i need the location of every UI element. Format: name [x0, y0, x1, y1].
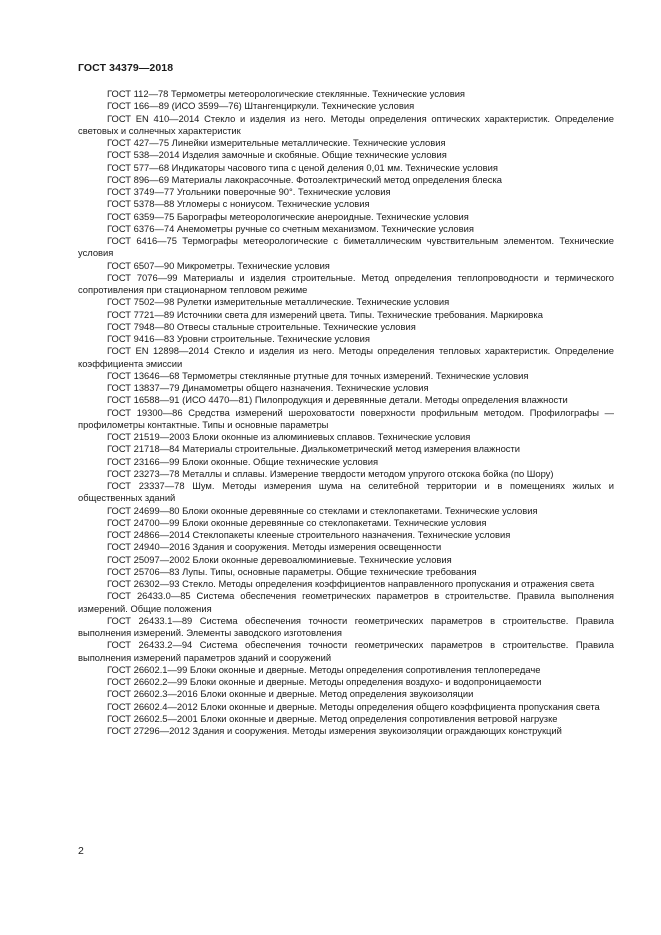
- normative-references-list: [78, 88, 614, 737]
- reference-entry: ГОСТ 166—89 (ИСО 3599—76) Штангенциркули. Технические условия: [107, 100, 415, 112]
- reference-entry: ГОСТ 7721—89 Источники света для измерений цвета. Типы. Технические требования. Маркировка: [107, 308, 543, 320]
- reference-entry: ГОСТ 577—68 Индикаторы часового типа с ценой деления 0,01 мм. Технические условия: [107, 161, 498, 173]
- reference-entry: ГОСТ 21519—2003 Блоки оконные из алюминиевых сплавов. Технические условия: [107, 431, 471, 442]
- reference-entry: ГОСТ 26602.4—2012 Блоки оконные и дверные. Методы определения общего коэффициента пропускания света: [107, 700, 600, 712]
- reference-entry: ГОСТ 16588—91 (ИСО 4470—81) Пилопродукция и деревянные детали. Методы определения влажности: [107, 394, 568, 406]
- reference-entry: ГОСТ 24866—2014 Стеклопакеты клееные строительного назначения. Технические условия: [107, 529, 511, 540]
- reference-entry: ГОСТ EN 410—2014 Стекло и изделия из него. Методы определения оптических характеристик. Определение световых и солнечных характеристик: [78, 112, 614, 136]
- reference-entry: ГОСТ 26602.5—2001 Блоки оконные и дверные. Метод определения сопротивления ветровой нагрузке: [107, 712, 558, 724]
- reference-entry: ГОСТ 896—69 Материалы лакокрасочные. Фотоэлектрический метод определения блеска: [107, 173, 502, 185]
- reference-entry: ГОСТ 24699—80 Блоки оконные деревянные со стеклами и стеклопакетами. Технические условия: [107, 504, 538, 516]
- reference-entry: ГОСТ 24700—99 Блоки оконные деревянные со стеклопакетами. Технические условия: [107, 516, 487, 528]
- reference-entry: ГОСТ 26433.1—89 Система обеспечения точности геометрических параметров в строительстве. Правила выполнения измерений. Элементы заводского изготовления: [78, 614, 614, 638]
- reference-entry: ГОСТ 9416—83 Уровни строительные. Технические условия: [107, 333, 370, 344]
- reference-entry: ГОСТ 7502—98 Рулетки измерительные металлические. Технические условия: [107, 296, 450, 308]
- page-number: 2: [78, 845, 84, 857]
- reference-entry: ГОСТ 26433.2—94 Система обеспечения точности геометрических параметров в строительстве. Правила выполнения измерений параметров зданий и сооружений: [78, 639, 614, 663]
- reference-entry: ГОСТ 23166—99 Блоки оконные. Общие технические условия: [107, 455, 379, 467]
- reference-entry: ГОСТ 23273—78 Металлы и сплавы. Измерение твердости методом упругого отскока бойка (по Шору): [107, 467, 554, 479]
- reference-entry: ГОСТ 3749—77 Угольники поверочные 90°. Технические условия: [107, 186, 391, 197]
- reference-entry: ГОСТ 5378—88 Угломеры с нониусом. Технические условия: [107, 198, 370, 210]
- reference-entry: ГОСТ 13837—79 Динамометры общего назначения. Технические условия: [107, 382, 429, 393]
- reference-entry: ГОСТ 6359—75 Барографы метеорологические анероидные. Технические условия: [107, 210, 469, 222]
- reference-entry: ГОСТ 26602.3—2016 Блоки оконные и дверные. Метод определения звукоизоляции: [107, 688, 474, 700]
- reference-entry: ГОСТ 25097—2002 Блоки оконные деревоалюминиевые. Технические условия: [107, 553, 452, 565]
- reference-entry: ГОСТ 23337—78 Шум. Методы измерения шума на селитебной территории и в помещениях жилых и общественных зданий: [78, 480, 614, 504]
- document-header: ГОСТ 34379—2018: [78, 62, 174, 74]
- reference-entry: ГОСТ 26302—93 Стекло. Методы определения коэффициентов направленного пропускания и отражения света: [107, 578, 595, 589]
- reference-entry: ГОСТ 112—78 Термометры метеорологические стеклянные. Технические условия: [107, 88, 466, 99]
- reference-entry: ГОСТ 7948—80 Отвесы стальные строительные. Технические условия: [107, 320, 416, 332]
- reference-entry: ГОСТ 6507—90 Микрометры. Технические условия: [107, 259, 330, 271]
- reference-entry: ГОСТ 6416—75 Термографы метеорологические с биметаллическим чувствительным элементом. Технические условия: [78, 235, 614, 259]
- reference-entry: ГОСТ 27296—2012 Здания и сооружения. Методы измерения звукоизоляции ограждающих конструкций: [107, 725, 562, 736]
- reference-entry: ГОСТ 13646—68 Термометры стеклянные ртутные для точных измерений. Технические условия: [107, 369, 529, 381]
- reference-entry: ГОСТ 538—2014 Изделия замочные и скобяные. Общие технические условия: [107, 149, 447, 161]
- reference-entry: ГОСТ 427—75 Линейки измерительные металлические. Технические условия: [107, 137, 446, 148]
- reference-entry: ГОСТ 7076—99 Материалы и изделия строительные. Метод определения теплопроводности и термического сопротивления при стационарном тепловом режиме: [78, 271, 614, 295]
- reference-entry: ГОСТ 19300—86 Средства измерений шероховатости поверхности профильным методом. Профилографы — профилометры контактные. Типы и основные параметры: [78, 406, 614, 430]
- reference-entry: ГОСТ 6376—74 Анемометры ручные со счетным механизмом. Технические условия: [107, 222, 474, 234]
- reference-entry: ГОСТ 21718—84 Материалы строительные. Диэлькометрический метод измерения влажности: [107, 443, 521, 455]
- reference-entry: ГОСТ 26602.2—99 Блоки оконные и дверные. Методы определения воздухо- и водопроницаемости: [107, 676, 542, 687]
- reference-entry: ГОСТ 24940—2016 Здания и сооружения. Методы измерения освещенности: [107, 541, 442, 553]
- reference-entry: ГОСТ EN 12898—2014 Стекло и изделия из него. Методы определения тепловых характеристик. Определение коэффициента эмиссии: [78, 345, 614, 369]
- reference-entry: ГОСТ 26433.0—85 Система обеспечения геометрических параметров в строительстве. Правила выполнения измерений. Общие положения: [78, 590, 614, 614]
- reference-entry: ГОСТ 25706—83 Лупы. Типы, основные параметры. Общие технические требования: [107, 565, 477, 577]
- reference-entry: ГОСТ 26602.1—99 Блоки оконные и дверные. Методы определения сопротивления теплопередаче: [107, 663, 541, 675]
